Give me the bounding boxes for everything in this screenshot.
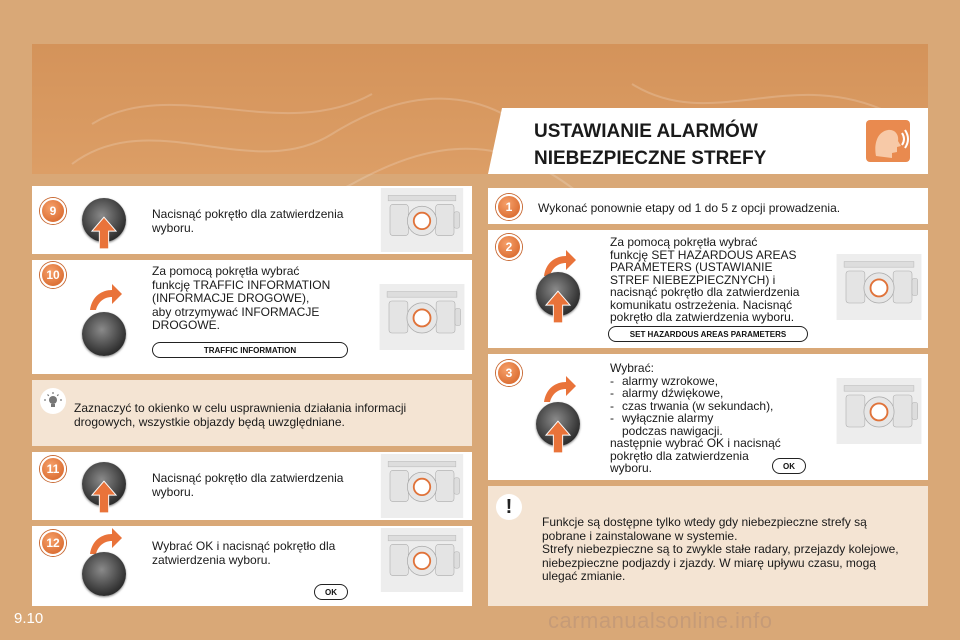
step-12-badge: 12 <box>40 530 66 556</box>
text-line: funkcję SET HAZARDOUS AREAS <box>610 247 797 262</box>
list-item: - alarmy dźwiękowe, <box>610 387 830 400</box>
page-number: 9.10 <box>14 610 44 627</box>
step-9-badge: 9 <box>40 198 66 224</box>
text-line: funkcję TRAFFIC INFORMATION <box>152 277 331 292</box>
arrow-rotate-icon <box>88 284 122 312</box>
step-10-badge: 10 <box>40 262 66 288</box>
arrow-rotate-icon <box>542 376 576 404</box>
text-line: niebezpieczne podjazdy i zjazdy. W miarę upływu czasu, mogą <box>542 555 876 570</box>
text-line: Wybrać OK i nacisnąć pokrętło dla <box>152 539 336 553</box>
radio-panel-icon <box>376 528 468 592</box>
text-line: Strefy niebezpieczne są to zwykle stałe radary, przejazdy kolejowe, <box>542 542 899 556</box>
title-line-2: NIEBEZPIECZNE STREFY <box>534 148 767 169</box>
option-list <box>610 375 830 438</box>
arrow-press-icon <box>90 216 118 250</box>
step-10-text <box>152 265 367 333</box>
warning-text <box>542 516 922 584</box>
text-line: drogowych, wszystkie objazdy będą uwzględniane. <box>74 414 345 429</box>
step-11-badge: 11 <box>40 456 66 482</box>
knob-icon <box>82 312 126 356</box>
traffic-information-pill: TRAFFIC INFORMATION <box>152 342 348 358</box>
text-line: STREF NIEBEZPIECZNYCH) i <box>610 272 776 287</box>
text-line: nacisnąć pokrętło dla zatwierdzenia <box>610 285 800 299</box>
step-11-text: Nacisnąć pokrętło dla zatwierdzenia wyboru. <box>152 471 344 499</box>
text-line: aby otrzymywać INFORMACJE <box>152 304 320 319</box>
list-item: - alarmy wzrokowe, <box>610 375 830 388</box>
text-line: pokrętło dla zatwierdzenia <box>610 448 749 463</box>
arrow-press-icon <box>544 290 572 324</box>
step-12-text <box>152 540 367 567</box>
arrow-press-icon <box>90 480 118 514</box>
text-line: PARAMETERS (USTAWIANIE <box>610 260 773 274</box>
text-line: Za pomocą pokrętła wybrać <box>610 235 758 249</box>
warning-icon <box>496 494 522 520</box>
text-line: pobrane i zainstalowane w systemie. <box>542 528 738 543</box>
warning-mark: ! <box>505 495 513 518</box>
text-line: ulegać zmianie. <box>542 569 626 583</box>
step-2-badge: 2 <box>496 234 522 260</box>
text-line: pokrętło dla zatwierdzenia wyboru. <box>610 310 795 324</box>
ok-pill: OK <box>772 458 806 474</box>
text-line: Zaznaczyć to okienko w celu usprawnienia działania informacji <box>74 401 407 415</box>
text-line: wyboru. <box>610 461 653 475</box>
radio-panel-icon <box>376 284 468 350</box>
list-item: - wyłącznie alarmy podczas nawigacji. <box>610 412 760 437</box>
radio-panel-icon <box>376 188 468 252</box>
step-9-text: Nacisnąć pokrętło dla zatwierdzenia wyboru. <box>152 207 344 235</box>
text-line: Funkcje są dostępne tylko wtedy gdy niebezpieczne strefy są <box>542 515 867 529</box>
set-hazardous-areas-pill: SET HAZARDOUS AREAS PARAMETERS <box>608 326 808 342</box>
knob-icon <box>82 552 126 596</box>
step-3-badge: 3 <box>496 360 522 386</box>
text-line: (INFORMACJE DROGOWE), <box>152 291 310 305</box>
step-2-text <box>610 236 830 324</box>
watermark: carmanualsonline.info <box>548 608 773 633</box>
step-1-text: Wykonać ponownie etapy od 1 do 5 z opcji prowadzenia. <box>538 201 841 215</box>
text-line: Wybrać: <box>610 361 654 375</box>
lightbulb-icon <box>40 388 66 414</box>
text-line: następnie wybrać OK i nacisnąć <box>610 436 781 450</box>
radio-panel-icon <box>834 254 924 320</box>
page-title <box>534 118 854 172</box>
radio-panel-icon <box>376 454 468 518</box>
step-1-badge: 1 <box>496 194 522 220</box>
radio-panel-icon <box>834 378 924 444</box>
text-line: Za pomocą pokrętła wybrać <box>152 264 300 278</box>
speaking-head-icon <box>866 120 910 162</box>
text-line: zatwierdzenia wyboru. <box>152 552 271 567</box>
title-line-1: USTAWIANIE ALARMÓW <box>534 121 758 142</box>
note-text <box>74 402 464 429</box>
text-line: komunikatu ostrzeżenia. Nacisnąć <box>610 297 793 312</box>
arrow-press-icon <box>544 420 572 454</box>
list-item: - czas trwania (w sekundach), <box>610 400 830 413</box>
text-line: DROGOWE. <box>152 318 220 332</box>
ok-pill: OK <box>314 584 348 600</box>
